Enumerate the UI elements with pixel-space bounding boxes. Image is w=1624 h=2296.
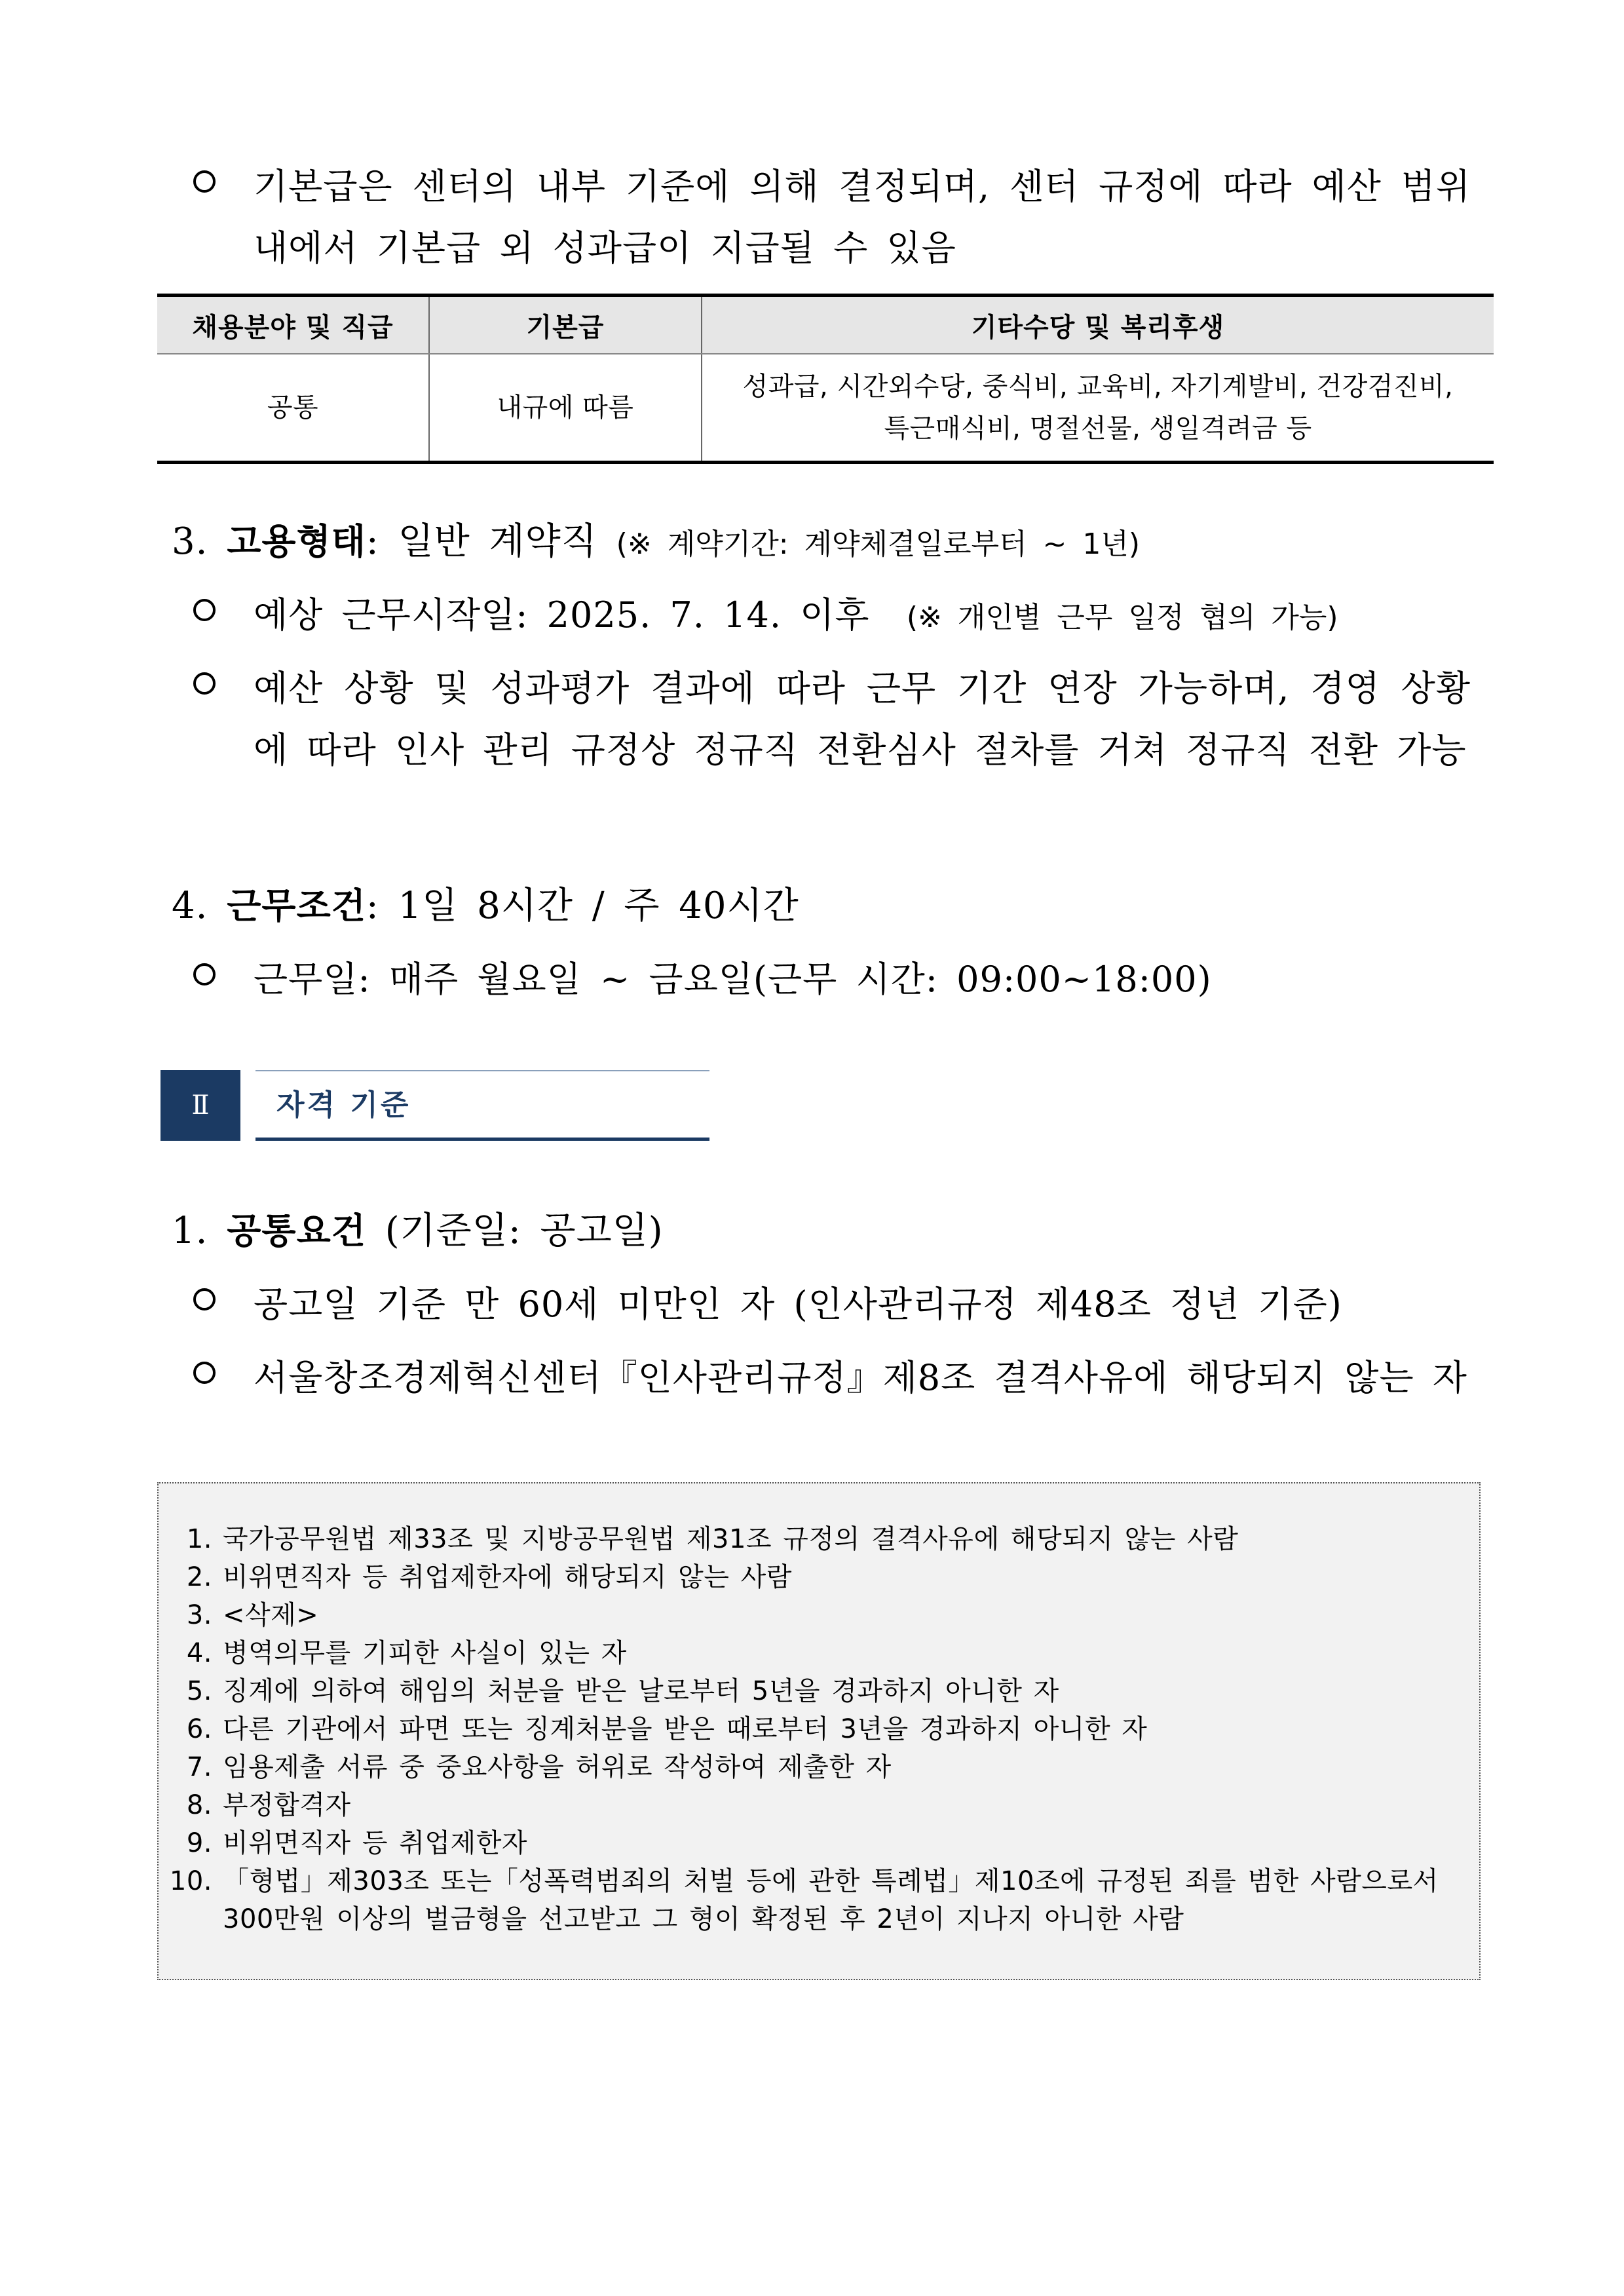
circle-bullet-icon [193,963,216,985]
table-header-base-pay: 기본급 [429,296,702,354]
salary-bullet [193,156,1471,279]
benefits-line-1: 성과급, 시간외수당, 중식비, 교육비, 자기계발비, 건강검진비, [742,372,1454,402]
table-header-field: 채용분야 및 직급 [157,296,429,354]
list-item: 10. 「형법」제303조 또는「성폭력범죄의 처벌 등에 관한 특례법」제10조에 규정된 죄를 범한 사람으로서 300만원 이상의 벌금형을 선고받고 그 형이 확정된 후 2년이 지나지 아니한 사람 [169,1866,1439,1934]
work-conditions-heading-title: 근무조건 [227,885,366,927]
disqualification-list [159,1483,1479,1938]
salary-bullet-text: 기본급은 센터의 내부 기준에 의해 결정되며, 센터 규정에 따라 예산 범위 내에서 기본급 외 성과급이 지급될 수 있음 [254,166,1471,269]
employment-heading-title: 고용형태 [227,521,366,562]
workday-bullet [193,949,1471,1010]
start-date-note: (※ 개인별 근무 일정 협의 가능) [906,601,1338,634]
work-conditions-heading-value: : 1일 8시간 / 주 40시간 [366,885,799,927]
circle-bullet-icon [193,599,216,621]
table-row [157,354,1494,463]
list-item: 4. 병역의무를 기피한 사실이 있는 자 [186,1638,627,1668]
start-date-bullet [193,584,1471,649]
employment-heading-note: (※ 계약기간: 계약체결일로부터 ~ 1년) [616,527,1141,561]
common-requirements-heading-number: 1. [172,1210,208,1252]
start-date-text: 예상 근무시작일: 2025. 7. 14. 이후 [254,594,870,636]
age-text: 공고일 기준 만 60세 미만인 자 (인사관리규정 제48조 정년 기준) [254,1284,1342,1325]
circle-bullet-icon [193,1288,216,1311]
section-number: Ⅱ [161,1070,240,1141]
circle-bullet-icon [193,1362,216,1384]
common-requirements-heading [172,1200,664,1262]
list-item: 5. 징계에 의하여 해임의 처분을 받은 날로부터 5년을 경과하지 아니한 자 [186,1676,1059,1706]
work-conditions-heading-number: 4. [172,885,208,927]
list-item: 3. <삭제> [186,1600,319,1630]
disqualification-bullet [193,1347,1471,1409]
disqualification-text: 서울창조경제혁신센터『인사관리규정』제8조 결격사유에 해당되지 않는 자 [254,1357,1467,1398]
common-requirements-heading-title: 공통요건 [227,1210,366,1252]
extension-text: 예산 상황 및 성과평가 결과에 따라 근무 기간 연장 가능하며, 경영 상황에 따라 인사 관리 규정상 정규직 전환심사 절차를 거쳐 정규직 전환 가능 [254,668,1471,771]
work-conditions-heading [172,875,799,937]
cell-base-pay: 내규에 따름 [429,354,702,463]
employment-heading [172,511,1140,575]
benefits-line-2: 특근매식비, 명절선물, 생일격려금 등 [884,413,1312,444]
extension-bullet [193,658,1471,781]
cell-benefits [702,354,1494,463]
list-item: 6. 다른 기관에서 파면 또는 징계처분을 받은 때로부터 3년을 경과하지 아니한 자 [186,1714,1148,1744]
cell-field: 공통 [157,354,429,463]
employment-heading-value: : 일반 계약직 [366,520,597,563]
table-header-benefits: 기타수당 및 복리후생 [702,296,1494,354]
age-bullet [193,1274,1471,1335]
workday-text: 근무일: 매주 월요일 ~ 금요일(근무 시간: 09:00~18:00) [254,959,1212,1000]
list-item: 1. 국가공무원법 제33조 및 지방공무원법 제31조 규정의 결격사유에 해당되지 않는 사람 [186,1524,1239,1554]
list-item: 7. 임용제출 서류 중 중요사항을 허위로 작성하여 제출한 자 [186,1752,892,1782]
list-item: 8. 부정합격자 [186,1790,351,1820]
salary-table [157,294,1494,464]
circle-bullet-icon [193,672,216,695]
disqualification-box [157,1482,1481,1980]
section-title: 자격 기준 [276,1088,411,1122]
common-requirements-heading-value: (기준일: 공고일) [385,1210,664,1252]
employment-heading-number: 3. [172,520,208,563]
section-title-bar [255,1070,709,1141]
list-item: 9. 비위면직자 등 취업제한자 [186,1828,527,1858]
list-item: 2. 비위면직자 등 취업제한자에 해당되지 않는 사람 [186,1562,792,1592]
circle-bullet-icon [193,170,216,193]
